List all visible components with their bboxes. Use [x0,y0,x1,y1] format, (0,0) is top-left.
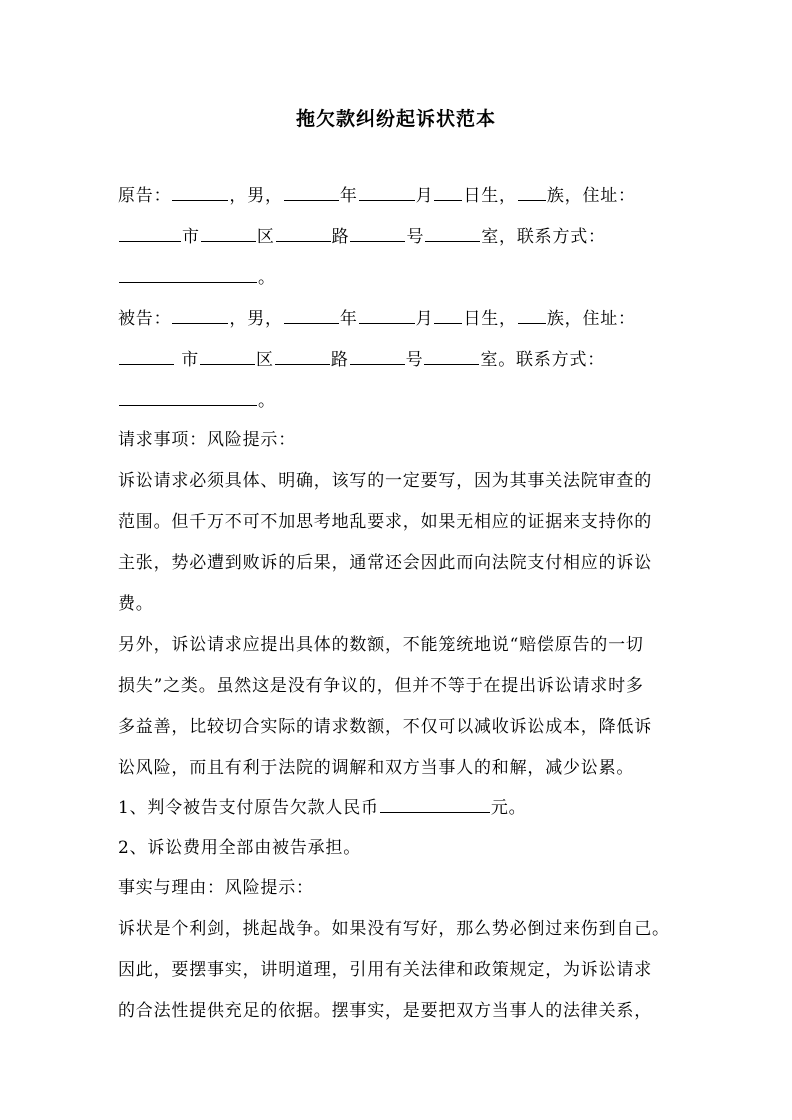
plaintiff-city-blank[interactable] [119,225,181,242]
road-label: 路 [330,350,349,370]
plaintiff-line-2 [118,225,606,248]
address-label: 族，住址： [546,309,636,329]
city-label: 市 [182,227,200,247]
para1-line-1: 诉讼请求必须具体、明确，该写的一定要写，因为其事关法院审查的 [118,471,652,491]
claim-item-1 [118,796,526,819]
document-title: 拖欠款纠纷起诉状范本 [295,108,496,130]
plaintiff-number-blank[interactable] [350,225,405,242]
road-label: 路 [331,227,350,247]
para3-line-1: 诉状是个利剑，挑起战争。如果没有写好，那么势必倒过来伤到自己。 [118,919,670,939]
defendant-birth-month-blank[interactable] [359,307,415,324]
plaintiff-birth-year-blank[interactable] [284,184,339,201]
claim-1-unit: 元。 [490,798,527,818]
plaintiff-contact-blank[interactable] [119,266,257,283]
para2-line-3: 多益善，比较切合实际的请求数额，不仅可以减收诉讼成本，降低诉 [118,717,652,737]
plaintiff-line-1 [118,184,636,207]
facts-heading: 事实与理由：风险提示： [118,878,314,898]
contact-label: 室。联系方式： [480,350,606,370]
para1-line-2: 范围。但千万不可不加思考地乱要求，如果无相应的证据来支持你的 [118,512,652,532]
year-label: 年 [339,186,358,206]
period: 。 [258,391,276,411]
plaintiff-birth-month-blank[interactable] [359,184,415,201]
para2-line-4: 讼风险，而且有利于法院的调解和双方当事人的和解，减少讼累。 [118,758,635,778]
defendant-gender-text: ，男， [229,309,283,329]
plaintiff-birth-day-blank[interactable] [434,184,462,201]
defendant-line-2 [118,348,605,371]
claim-1-text: 1、判令被告支付原告欠款人民币 [118,798,379,818]
plaintiff-room-blank[interactable] [425,225,480,242]
defendant-label: 被告： [118,309,172,329]
plaintiff-ethnicity-blank[interactable] [518,184,546,201]
day-label: 日生， [463,309,517,329]
contact-label: 室，联系方式： [481,227,606,247]
plaintiff-road-blank[interactable] [276,225,331,242]
para3-line-3: 的合法性提供充足的依据。摆事实，是要把双方当事人的法律关系， [118,1001,652,1021]
para1-line-4: 费。 [118,594,154,614]
plaintiff-name-blank[interactable] [172,184,228,201]
day-label: 日生， [463,186,517,206]
number-label: 号 [405,350,424,370]
defendant-name-blank[interactable] [172,307,228,324]
plaintiff-gender-text: ，男， [229,186,283,206]
para2-line-1: 另外，诉讼请求应提出具体的数额，不能笼统地说“赔偿原告的一切 [118,635,644,655]
defendant-room-blank[interactable] [424,348,479,365]
defendant-ethnicity-blank[interactable] [518,307,546,324]
defendant-line-3 [118,389,276,412]
para3-line-2: 因此，要摆事实，讲明道理，引用有关法律和政策规定，为诉讼请求 [118,960,652,980]
defendant-road-blank[interactable] [275,348,330,365]
plaintiff-district-blank[interactable] [201,225,256,242]
defendant-contact-blank[interactable] [119,389,257,406]
claim-item-2: 2、诉讼费用全部由被告承担。 [118,838,362,858]
month-label: 月 [415,309,434,329]
address-label: 族，住址： [546,186,636,206]
period: 。 [258,268,276,288]
claims-heading: 请求事项：风险提示： [118,430,296,450]
district-label: 区 [256,227,275,247]
claim-amount-blank[interactable] [380,796,490,813]
defendant-city-blank[interactable] [119,348,174,365]
para1-line-3: 主张，势必遭到败诉的后果，通常还会因此而向法院支付相应的诉讼 [118,553,652,573]
plaintiff-label: 原告： [118,186,172,206]
para2-line-2: 损失”之类。虽然这是没有争议的，但并不等于在提出诉讼请求时多 [118,676,644,696]
year-label: 年 [339,309,358,329]
number-label: 号 [406,227,425,247]
district-label: 区 [256,350,274,370]
defendant-birth-year-blank[interactable] [284,307,339,324]
defendant-district-blank[interactable] [200,348,255,365]
defendant-line-1 [118,307,636,330]
defendant-number-blank[interactable] [350,348,405,365]
month-label: 月 [415,186,434,206]
defendant-birth-day-blank[interactable] [434,307,462,324]
plaintiff-line-3 [118,266,276,289]
city-label: 市 [175,350,200,370]
